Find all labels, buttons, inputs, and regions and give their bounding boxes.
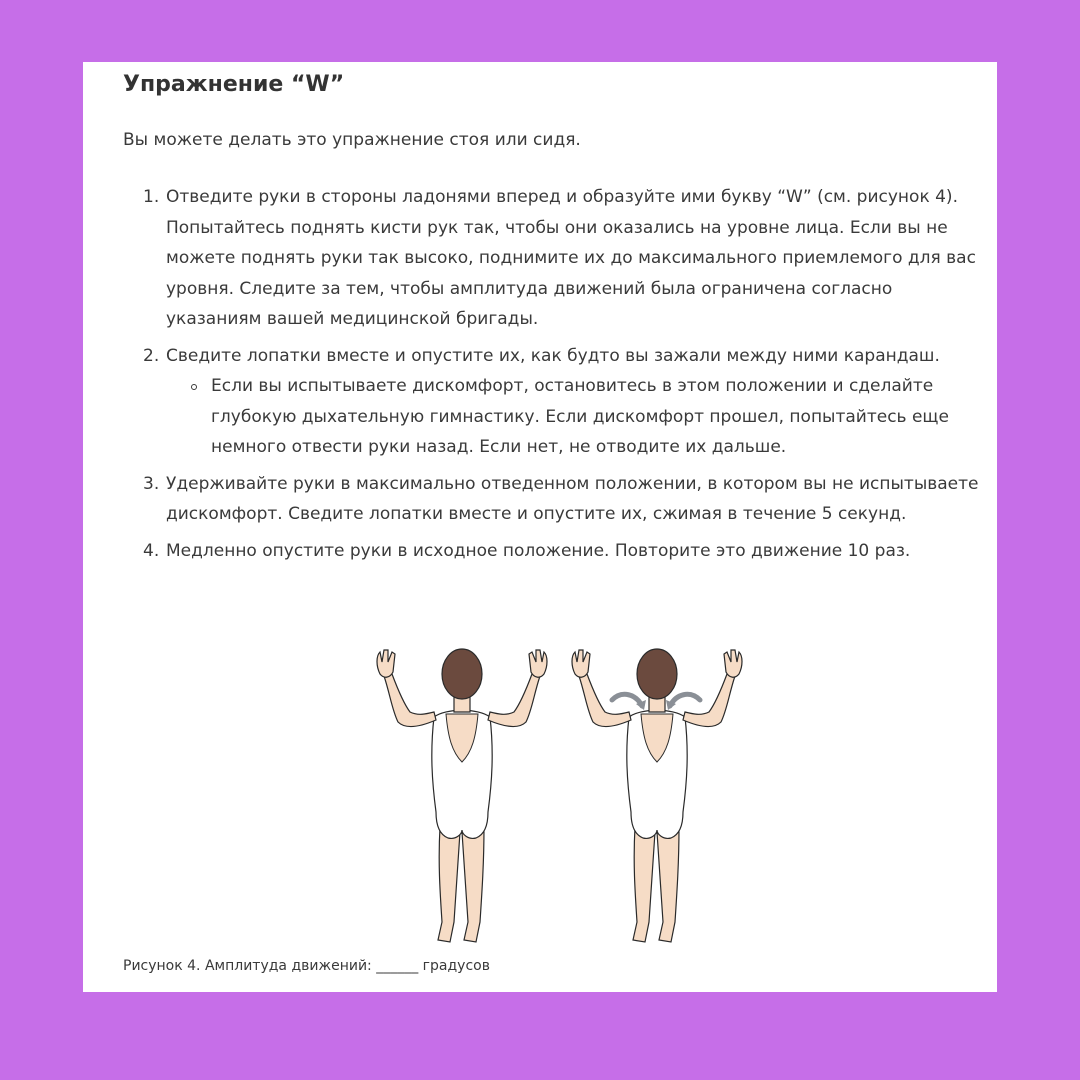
page-title: Упражнение “W” <box>123 72 345 97</box>
sub-list <box>166 371 993 463</box>
figure-caption: Рисунок 4. Амплитуда движений: ______ градусов <box>123 958 490 974</box>
step-text: Сведите лопатки вместе и опустите их, как будто вы зажали между ними карандаш. <box>166 345 940 366</box>
bullet-icon <box>191 384 197 390</box>
exercise-illustration <box>360 622 760 952</box>
list-item <box>123 469 993 530</box>
step-number: 3. <box>143 473 160 494</box>
step-text: Медленно опустите руки в исходное положение. Повторите это движение 10 раз. <box>166 540 911 561</box>
figure-person-squeeze <box>572 649 742 942</box>
document-card <box>83 62 997 992</box>
list-item <box>123 341 993 463</box>
step-text: Отведите руки в стороны ладонями вперед и образуйте ими букву “W” (см. рисунок 4). Попытайтесь поднять кисти рук так, чтобы они оказались на уровне лица. Если вы не можете поднять руки так высоко, поднимите их до максимального приемлемого для вас уровня. Следите за тем, чтобы амплитуда движений была ограничена согласно указаниям вашей медицинской бригады. <box>166 187 976 329</box>
steps-list <box>123 182 993 572</box>
step-text: Удерживайте руки в максимально отведенном положении, в котором вы не испытываете дискомфорт. Сведите лопатки вместе и опустите их, сжимая в течение 5 секунд. <box>166 473 979 524</box>
step-number: 2. <box>143 345 160 366</box>
intro-text: Вы можете делать это упражнение стоя или сидя. <box>123 130 581 150</box>
sub-list-item <box>166 371 993 463</box>
sub-item-text: Если вы испытываете дискомфорт, остановитесь в этом положении и сделайте глубокую дыхательную гимнастику. Если дискомфорт прошел, попытайтесь еще немного отвести руки назад. Если нет, не отводите их дальше. <box>211 376 949 457</box>
figure-person-start <box>377 649 547 942</box>
step-number: 4. <box>143 540 160 561</box>
step-number: 1. <box>143 187 160 207</box>
list-item <box>123 536 993 567</box>
list-item <box>123 182 993 335</box>
